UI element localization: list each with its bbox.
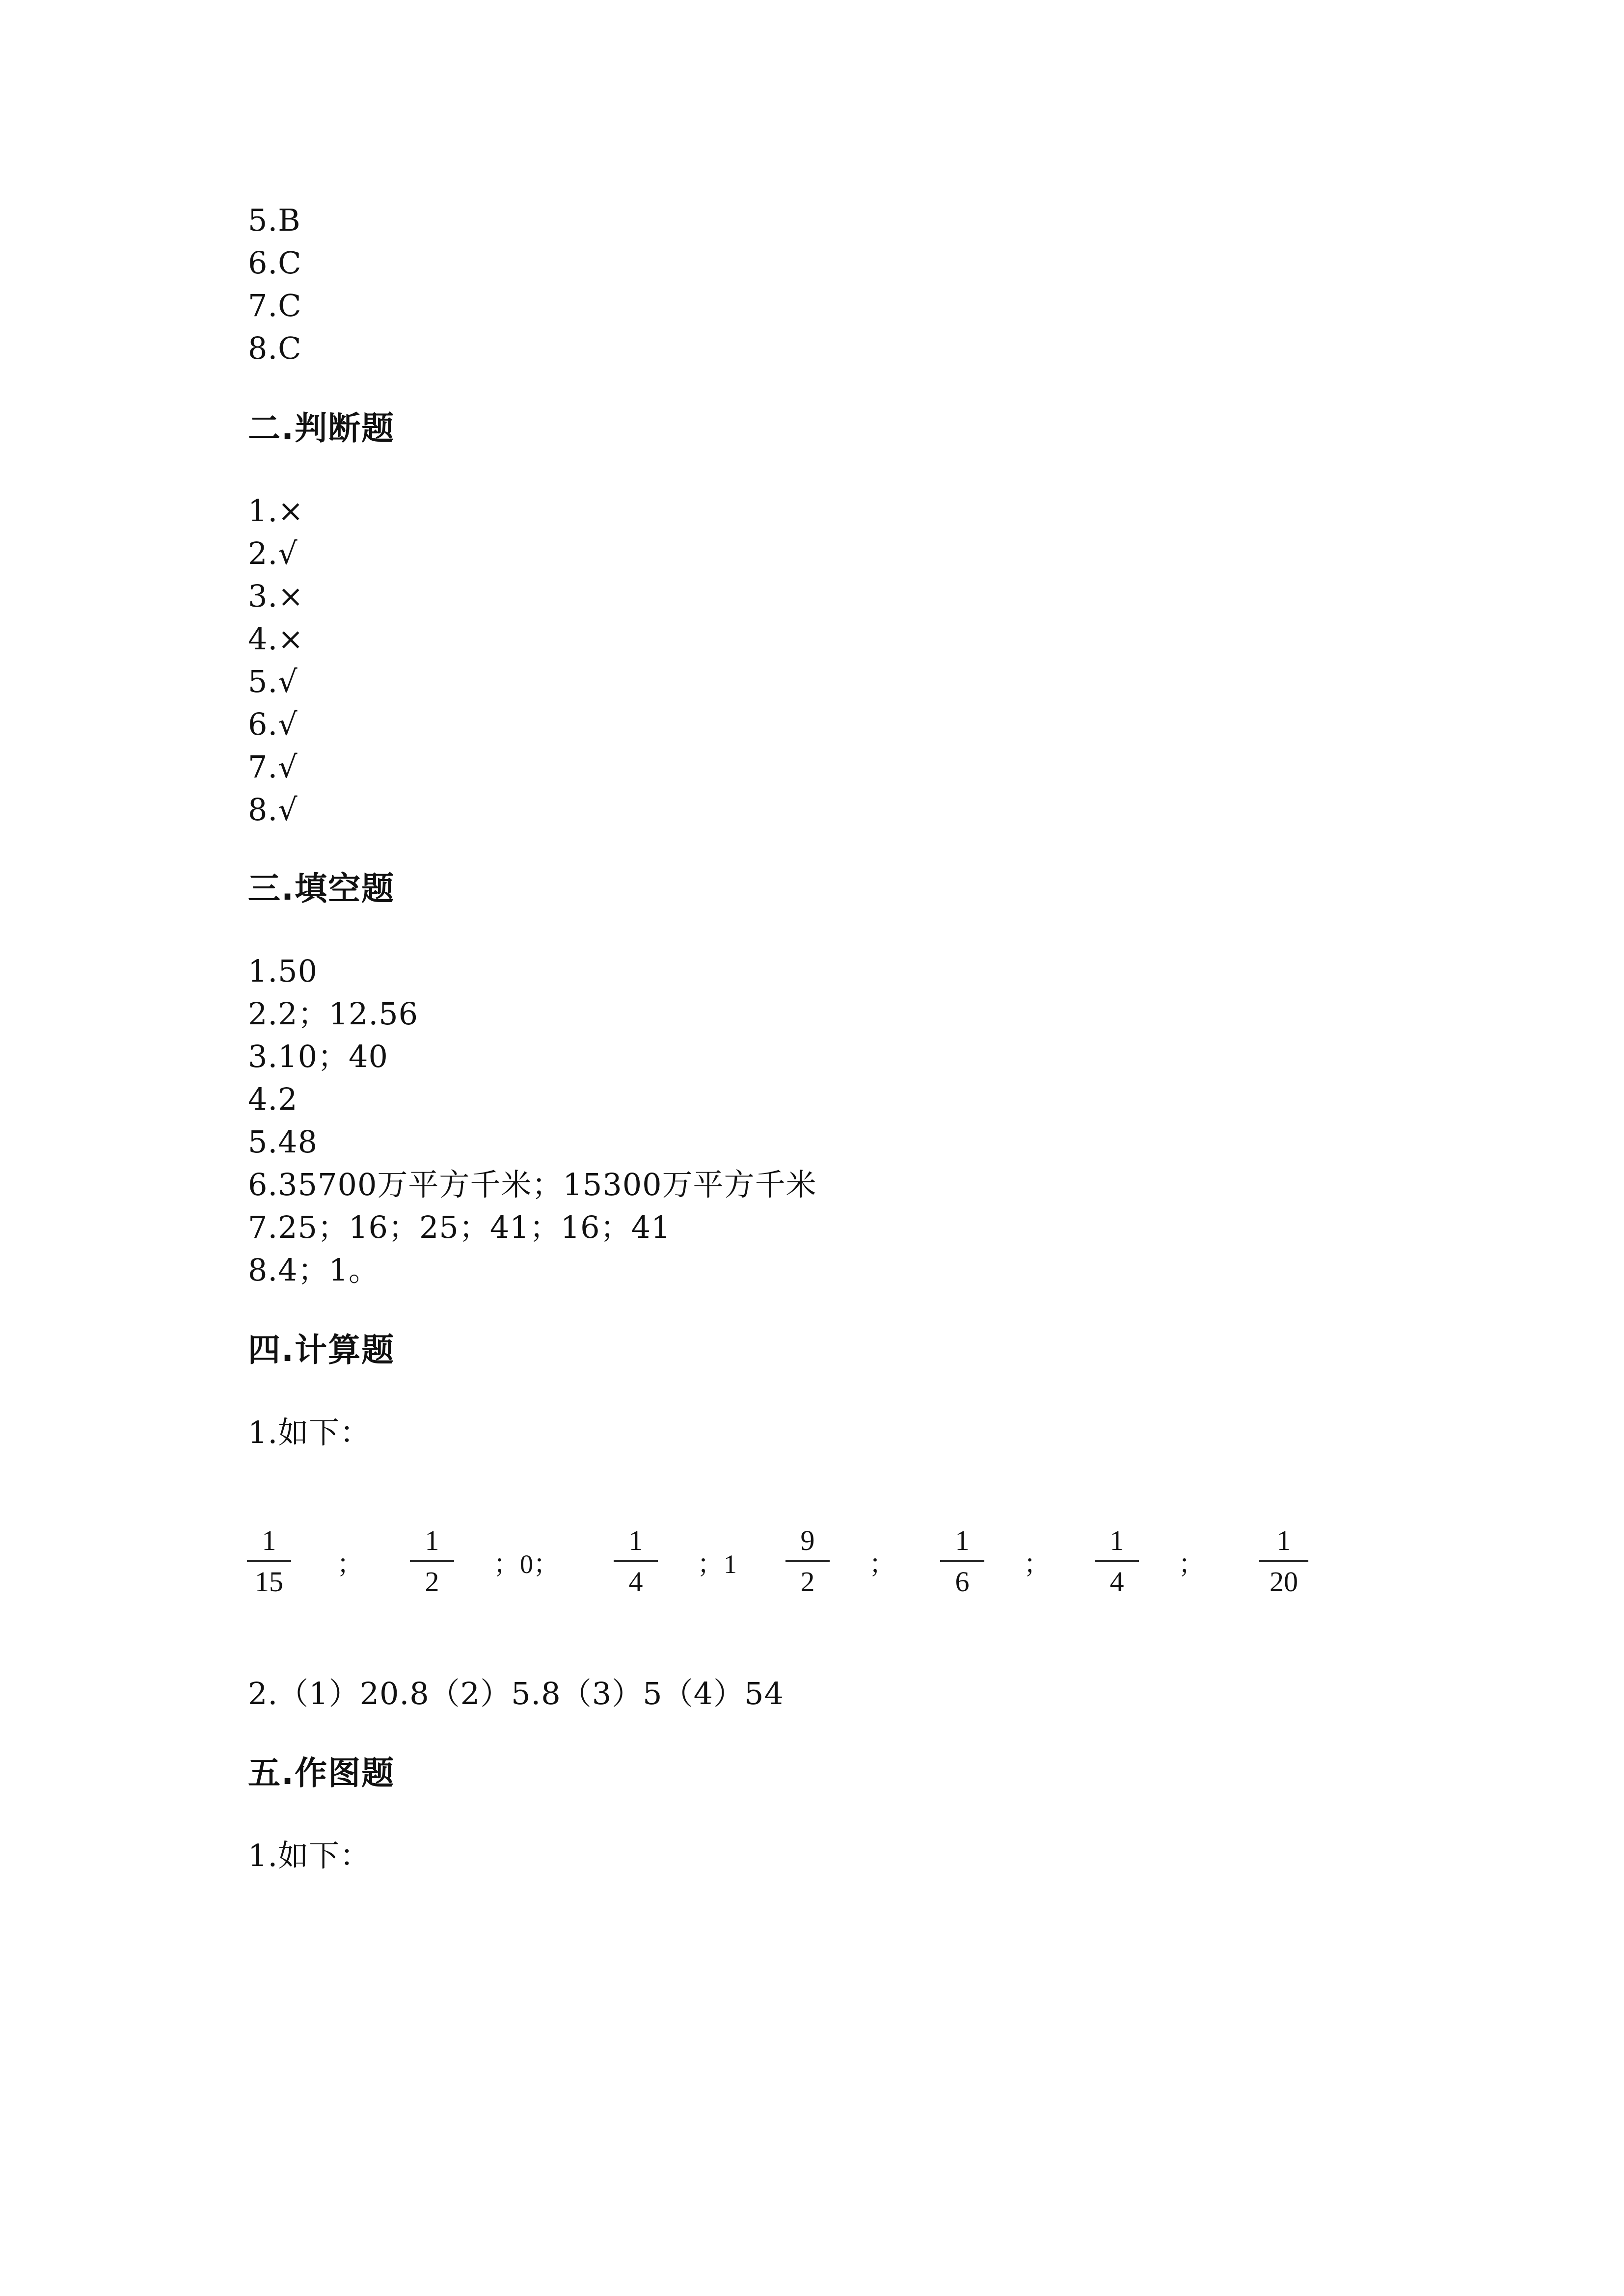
fraction-answer-6	[1095, 1526, 1139, 1596]
fraction-numerator: 1	[628, 1524, 643, 1556]
fraction-separator: ；	[337, 1549, 363, 1579]
choice-answer-6: 6.C	[248, 245, 302, 281]
fraction-separator: ；	[869, 1549, 895, 1579]
fraction-denominator: 2	[800, 1566, 815, 1598]
fraction-answer-5	[940, 1526, 984, 1596]
fill-answer-8: 8.4；1。	[248, 1252, 380, 1288]
fraction-numerator: 1	[262, 1524, 276, 1556]
fraction-bar	[785, 1560, 830, 1562]
judgement-answer-6: 6.√	[248, 706, 298, 742]
judgement-answer-2: 2.√	[248, 535, 298, 571]
fraction-bar	[1095, 1560, 1139, 1562]
fraction-bar	[410, 1560, 454, 1562]
section-title-judgement: 二.判断题	[248, 409, 395, 447]
judgement-answer-5: 5.√	[248, 664, 298, 699]
calculation-item-1: 1.如下：	[248, 1415, 371, 1450]
choice-answer-7: 7.C	[248, 288, 302, 323]
fraction-answer-1	[247, 1526, 291, 1596]
judgement-answer-4: 4.×	[248, 621, 304, 657]
fraction-denominator: 15	[255, 1566, 283, 1598]
fraction-separator: ；0；	[493, 1549, 560, 1579]
section-title-calculation: 四.计算题	[248, 1331, 395, 1369]
fraction-denominator: 4	[628, 1566, 643, 1598]
calculation-item-2: 2.（1）20.8（2）5.8（3）5（4）54	[248, 1676, 784, 1711]
fill-answer-1: 1.50	[248, 953, 318, 989]
fraction-numerator: 1	[1110, 1524, 1124, 1556]
choice-answer-8: 8.C	[248, 330, 302, 366]
fill-answer-7: 7.25；16；25；41；16；41	[248, 1209, 671, 1245]
fraction-separator: ；1	[697, 1549, 737, 1579]
section-title-drawing: 五.作图题	[248, 1754, 395, 1792]
fraction-answer-4	[785, 1526, 830, 1596]
fraction-denominator: 6	[955, 1566, 970, 1598]
fraction-answer-2	[410, 1526, 454, 1596]
fraction-denominator: 2	[425, 1566, 439, 1598]
fill-answer-2: 2.2；12.56	[248, 996, 419, 1032]
judgement-answer-1: 1.×	[248, 493, 304, 529]
judgement-answer-7: 7.√	[248, 749, 298, 785]
fraction-bar	[614, 1560, 658, 1562]
fraction-denominator: 4	[1110, 1566, 1124, 1598]
fill-answer-6: 6.35700万平方千米；15300万平方千米	[248, 1167, 817, 1202]
fill-answer-4: 4.2	[248, 1081, 298, 1117]
fraction-numerator: 1	[1276, 1524, 1291, 1556]
fraction-separator: ；	[1178, 1549, 1205, 1579]
judgement-answer-8: 8.√	[248, 792, 298, 828]
fraction-numerator: 1	[425, 1524, 439, 1556]
fraction-answer-7	[1259, 1526, 1308, 1596]
choice-answer-5: 5.B	[248, 202, 301, 238]
fill-answer-3: 3.10；40	[248, 1039, 388, 1074]
section-title-fill-blank: 三.填空题	[248, 870, 395, 908]
judgement-answer-3: 3.×	[248, 578, 304, 614]
fraction-numerator: 9	[800, 1524, 815, 1556]
fraction-bar	[247, 1560, 291, 1562]
fraction-answer-3	[614, 1526, 658, 1596]
fraction-bar	[1259, 1560, 1308, 1562]
fill-answer-5: 5.48	[248, 1124, 318, 1160]
fraction-bar	[940, 1560, 984, 1562]
fraction-separator: ；	[1024, 1549, 1050, 1579]
drawing-item-1: 1.如下：	[248, 1838, 371, 1873]
fraction-denominator: 20	[1270, 1566, 1298, 1598]
fraction-numerator: 1	[955, 1524, 970, 1556]
